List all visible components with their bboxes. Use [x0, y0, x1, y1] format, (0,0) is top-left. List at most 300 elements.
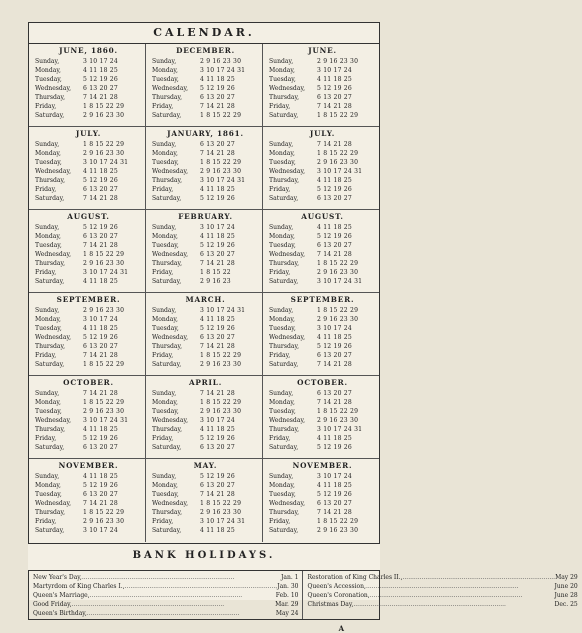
date-numbers: 1 8 15 22 29: [200, 112, 242, 119]
date-numbers: 1 8 15 22 29: [317, 518, 359, 525]
date-numbers: 3 10 17 24: [83, 316, 118, 323]
date-numbers: 6 13 20 27: [317, 94, 352, 101]
weekday-label: Tuesday,: [152, 491, 179, 498]
weekday-row: [35, 259, 142, 268]
weekday-label: Saturday,: [35, 278, 65, 285]
holiday-row: [307, 582, 577, 591]
weekday-label: Wednesday,: [152, 417, 189, 424]
month-name: JUNE, 1860.: [59, 46, 118, 55]
dot-leader: [87, 609, 276, 618]
weekday-row: [152, 75, 259, 84]
weekday-row: [152, 490, 259, 499]
weekday-label: Saturday,: [269, 195, 299, 202]
month-name: SEPTEMBER.: [290, 295, 355, 304]
weekday-label: Thursday,: [35, 426, 66, 433]
weekday-label: Monday,: [269, 150, 295, 157]
date-numbers: 6 13 20 27: [83, 85, 118, 92]
weekday-row: [35, 333, 142, 342]
date-numbers: 2 9 16 23 30: [83, 260, 125, 267]
date-numbers: 2 9 16 23 30: [83, 307, 125, 314]
date-numbers: 2 9 16 23 30: [317, 58, 359, 65]
weekday-row: [35, 57, 142, 66]
weekday-label: Monday,: [35, 233, 61, 240]
date-numbers: 6 13 20 27: [200, 94, 235, 101]
date-numbers: 4 11 18 25: [83, 473, 118, 480]
date-numbers: 5 12 19 26: [83, 76, 118, 83]
date-numbers: 2 9 16 23 30: [317, 159, 359, 166]
weekday-row: [35, 140, 142, 149]
date-numbers: 7 14 21 28: [83, 242, 118, 249]
weekday-row: [152, 306, 259, 315]
weekday-label: Wednesday,: [152, 500, 189, 507]
holiday-date: June 28: [554, 592, 578, 599]
weekday-label: Monday,: [35, 316, 61, 323]
date-numbers: 3 10 17 24 31: [200, 307, 246, 314]
weekday-label: Monday,: [152, 67, 178, 74]
date-numbers: 1 8 15 22 29: [317, 307, 359, 314]
month-block: [29, 459, 146, 542]
weekday-row: [35, 93, 142, 102]
weekday-row: [35, 472, 142, 481]
date-numbers: 1 8 15 22 29: [200, 500, 242, 507]
weekday-label: Thursday,: [152, 343, 183, 350]
calendar-title: CALENDAR.: [29, 23, 379, 44]
weekday-label: Saturday,: [152, 195, 182, 202]
weekday-label: Monday,: [152, 150, 178, 157]
date-numbers: 7 14 21 28: [83, 390, 118, 397]
weekday-label: Sunday,: [35, 58, 60, 65]
signature-mark: A: [338, 624, 344, 633]
weekday-row: [152, 194, 259, 203]
weekday-label: Thursday,: [269, 260, 300, 267]
date-numbers: 7 14 21 28: [83, 352, 118, 359]
weekday-label: Monday,: [35, 150, 61, 157]
weekday-label: Wednesday,: [269, 334, 306, 341]
weekday-row: [152, 140, 259, 149]
weekday-row: [152, 360, 259, 369]
weekday-label: Friday,: [269, 352, 291, 359]
weekday-row: [269, 66, 376, 75]
weekday-label: Thursday,: [35, 343, 66, 350]
month-block: [263, 44, 379, 127]
date-numbers: 5 12 19 26: [317, 85, 352, 92]
weekday-row: [152, 167, 259, 176]
weekday-row: [35, 241, 142, 250]
weekday-label: Sunday,: [269, 307, 294, 314]
weekday-row: [152, 57, 259, 66]
weekday-label: Tuesday,: [152, 408, 179, 415]
weekday-label: Wednesday,: [35, 168, 72, 175]
weekday-row: [269, 351, 376, 360]
dot-leader: [72, 600, 275, 609]
month-name: AUGUST.: [67, 212, 110, 221]
date-numbers: 3 10 17 24: [317, 325, 352, 332]
date-numbers: 5 12 19 26: [200, 85, 235, 92]
weekday-row: [35, 223, 142, 232]
date-numbers: 1 8 15 22 29: [83, 103, 125, 110]
weekday-label: Saturday,: [269, 112, 299, 119]
date-numbers: 2 9 16 23 30: [317, 269, 359, 276]
weekday-row: [269, 111, 376, 120]
weekday-label: Tuesday,: [35, 159, 62, 166]
weekday-label: Saturday,: [269, 361, 299, 368]
date-numbers: 4 11 18 25: [200, 186, 235, 193]
date-numbers: 6 13 20 27: [317, 390, 352, 397]
holiday-row: [33, 582, 298, 591]
weekday-label: Sunday,: [152, 224, 177, 231]
weekday-label: Wednesday,: [269, 85, 306, 92]
weekday-label: Friday,: [35, 186, 57, 193]
dot-leader: [90, 591, 276, 600]
date-numbers: 4 11 18 25: [317, 334, 352, 341]
weekday-row: [269, 185, 376, 194]
weekday-row: [269, 57, 376, 66]
weekday-label: Wednesday,: [35, 417, 72, 424]
weekday-label: Sunday,: [35, 307, 60, 314]
month-block: [263, 293, 379, 376]
weekday-label: Wednesday,: [35, 500, 72, 507]
weekday-label: Monday,: [152, 482, 178, 489]
date-numbers: 6 13 20 27: [200, 444, 235, 451]
weekday-label: Friday,: [152, 352, 174, 359]
date-numbers: 3 10 17 24: [317, 473, 352, 480]
weekday-label: Wednesday,: [269, 500, 306, 507]
weekday-row: [269, 140, 376, 149]
bank-holidays-title: BANK HOLIDAYS.: [132, 550, 276, 561]
date-numbers: 3 10 17 24: [83, 527, 118, 534]
month-name: NOVEMBER.: [58, 461, 119, 470]
weekday-row: [152, 149, 259, 158]
month-name: MAY.: [193, 461, 218, 470]
weekday-label: Thursday,: [269, 509, 300, 516]
weekday-row: [35, 434, 142, 443]
date-numbers: 4 11 18 25: [200, 527, 235, 534]
holiday-row: [33, 573, 298, 582]
date-numbers: 1 8 15 22 29: [317, 260, 359, 267]
weekday-row: [152, 158, 259, 167]
weekday-row: [152, 111, 259, 120]
weekday-row: [269, 434, 376, 443]
date-numbers: 6 13 20 27: [200, 334, 235, 341]
date-numbers: 7 14 21 28: [200, 103, 235, 110]
weekday-row: [269, 75, 376, 84]
weekday-row: [35, 416, 142, 425]
date-numbers: 5 12 19 26: [200, 473, 235, 480]
weekday-row: [35, 268, 142, 277]
date-numbers: 1 8 15 22 29: [83, 399, 125, 406]
weekday-label: Wednesday,: [152, 85, 189, 92]
weekday-label: Monday,: [269, 233, 295, 240]
weekday-label: Tuesday,: [269, 159, 296, 166]
weekday-label: Tuesday,: [269, 491, 296, 498]
weekday-label: Friday,: [35, 518, 57, 525]
date-numbers: 5 12 19 26: [83, 482, 118, 489]
month-block: [263, 459, 379, 542]
weekday-label: Sunday,: [269, 141, 294, 148]
weekday-label: Thursday,: [35, 509, 66, 516]
weekday-row: [152, 481, 259, 490]
holiday-date: May 29: [555, 574, 578, 581]
date-numbers: 6 13 20 27: [83, 186, 118, 193]
date-numbers: 3 10 17 24 31: [83, 269, 129, 276]
month-block: [263, 127, 379, 210]
holiday-date: June 20: [554, 583, 578, 590]
weekday-row: [35, 75, 142, 84]
month-block: [29, 293, 146, 376]
date-numbers: 4 11 18 25: [317, 224, 352, 231]
date-numbers: 4 11 18 25: [200, 426, 235, 433]
weekday-label: Thursday,: [35, 94, 66, 101]
weekday-label: Monday,: [269, 482, 295, 489]
month-block: [146, 293, 263, 376]
weekday-row: [152, 416, 259, 425]
weekday-row: [152, 342, 259, 351]
weekday-row: [152, 223, 259, 232]
weekday-row: [35, 389, 142, 398]
date-numbers: 7 14 21 28: [317, 361, 352, 368]
holiday-row: [307, 600, 577, 609]
dot-leader: [125, 582, 278, 591]
weekday-label: Sunday,: [152, 141, 177, 148]
weekday-row: [152, 176, 259, 185]
weekday-label: Thursday,: [269, 94, 300, 101]
weekday-label: Friday,: [35, 435, 57, 442]
weekday-label: Wednesday,: [152, 168, 189, 175]
weekday-label: Tuesday,: [152, 159, 179, 166]
month-name: OCTOBER.: [63, 378, 114, 387]
holiday-name: Good Friday,: [33, 601, 72, 608]
holiday-date: Mar. 29: [275, 601, 299, 608]
dot-leader: [366, 582, 555, 591]
weekday-row: [152, 517, 259, 526]
month-name: JULY.: [75, 129, 102, 138]
weekday-label: Saturday,: [35, 444, 65, 451]
date-numbers: 6 13 20 27: [83, 444, 118, 451]
weekday-row: [152, 250, 259, 259]
month-block: [29, 44, 146, 127]
weekday-row: [35, 425, 142, 434]
weekday-label: Sunday,: [35, 390, 60, 397]
holiday-date: Feb. 10: [275, 592, 299, 599]
weekday-row: [152, 84, 259, 93]
date-numbers: 4 11 18 25: [83, 426, 118, 433]
date-numbers: 2 9 16 23 30: [83, 518, 125, 525]
date-numbers: 6 13 20 27: [200, 251, 235, 258]
date-numbers: 2 9 16 23 30: [200, 509, 242, 516]
weekday-row: [269, 277, 376, 286]
date-numbers: 3 10 17 24 31: [200, 518, 246, 525]
weekday-row: [35, 102, 142, 111]
weekday-row: [35, 176, 142, 185]
holiday-row: [33, 600, 298, 609]
weekday-label: Sunday,: [269, 473, 294, 480]
date-numbers: 1 8 15 22 29: [200, 352, 242, 359]
weekday-row: [269, 232, 376, 241]
weekday-row: [152, 443, 259, 452]
weekday-label: Thursday,: [269, 177, 300, 184]
weekday-row: [35, 481, 142, 490]
weekday-row: [35, 111, 142, 120]
weekday-label: Monday,: [152, 233, 178, 240]
month-name: FEBRUARY.: [178, 212, 233, 221]
holiday-name: Queen's Birthday,: [33, 610, 87, 617]
month-block: [146, 44, 263, 127]
date-numbers: 7 14 21 28: [317, 509, 352, 516]
weekday-label: Tuesday,: [35, 76, 62, 83]
weekday-row: [152, 324, 259, 333]
date-numbers: 2 9 16 23 30: [83, 112, 125, 119]
date-numbers: 1 8 15 22 29: [83, 251, 125, 258]
weekday-label: Tuesday,: [269, 325, 296, 332]
date-numbers: 7 14 21 28: [317, 399, 352, 406]
month-name: MARCH.: [185, 295, 226, 304]
date-numbers: 6 13 20 27: [200, 482, 235, 489]
weekday-row: [35, 232, 142, 241]
holiday-row: [307, 591, 577, 600]
date-numbers: 6 13 20 27: [200, 141, 235, 148]
date-numbers: 3 10 17 24 31: [317, 168, 363, 175]
weekday-label: Thursday,: [152, 177, 183, 184]
weekday-row: [35, 250, 142, 259]
weekday-label: Sunday,: [152, 390, 177, 397]
weekday-row: [269, 499, 376, 508]
weekday-label: Saturday,: [152, 361, 182, 368]
weekday-label: Sunday,: [35, 224, 60, 231]
month-block: [146, 459, 263, 542]
weekday-label: Thursday,: [152, 94, 183, 101]
date-numbers: 2 9 16 23 30: [83, 150, 125, 157]
weekday-label: Tuesday,: [269, 242, 296, 249]
weekday-label: Sunday,: [35, 473, 60, 480]
weekday-label: Friday,: [35, 269, 57, 276]
weekday-label: Saturday,: [35, 195, 65, 202]
date-numbers: 3 10 17 24 31: [200, 177, 246, 184]
weekday-row: [269, 315, 376, 324]
date-numbers: 4 11 18 25: [83, 67, 118, 74]
weekday-row: [269, 490, 376, 499]
month-name: NOVEMBER.: [292, 461, 353, 470]
weekday-row: [152, 351, 259, 360]
weekday-row: [269, 333, 376, 342]
weekday-label: Tuesday,: [269, 76, 296, 83]
weekday-row: [269, 508, 376, 517]
weekday-label: Monday,: [269, 399, 295, 406]
weekday-row: [35, 342, 142, 351]
date-numbers: 2 9 16 23 30: [317, 316, 359, 323]
weekday-row: [152, 102, 259, 111]
weekday-row: [269, 149, 376, 158]
month-name: JULY.: [309, 129, 336, 138]
date-numbers: 3 10 17 24 31: [317, 426, 363, 433]
month-block: [263, 210, 379, 293]
date-numbers: 4 11 18 25: [200, 233, 235, 240]
weekday-row: [152, 315, 259, 324]
weekday-row: [35, 517, 142, 526]
weekday-row: [269, 443, 376, 452]
weekday-label: Thursday,: [152, 260, 183, 267]
weekday-row: [152, 93, 259, 102]
weekday-row: [35, 351, 142, 360]
weekday-row: [35, 407, 142, 416]
date-numbers: 4 11 18 25: [83, 168, 118, 175]
weekday-row: [269, 268, 376, 277]
weekday-label: Saturday,: [152, 444, 182, 451]
weekday-label: Saturday,: [35, 527, 65, 534]
weekday-row: [152, 499, 259, 508]
weekday-row: [269, 416, 376, 425]
date-numbers: 6 13 20 27: [83, 343, 118, 350]
date-numbers: 6 13 20 27: [317, 352, 352, 359]
weekday-label: Monday,: [269, 316, 295, 323]
holiday-row: [33, 609, 298, 618]
month-block: [29, 127, 146, 210]
weekday-row: [269, 360, 376, 369]
holiday-date: Jan. 1: [281, 574, 299, 581]
weekday-label: Monday,: [35, 482, 61, 489]
weekday-row: [269, 407, 376, 416]
weekday-label: Saturday,: [269, 278, 299, 285]
date-numbers: 5 12 19 26: [317, 491, 352, 498]
month-name: DECEMBER.: [176, 46, 235, 55]
holiday-name: New Year's Day,: [33, 574, 82, 581]
date-numbers: 1 8 15 22 29: [83, 141, 125, 148]
weekday-label: Tuesday,: [269, 408, 296, 415]
weekday-label: Thursday,: [269, 426, 300, 433]
month-block: [29, 210, 146, 293]
weekday-label: Tuesday,: [35, 491, 62, 498]
date-numbers: 4 11 18 25: [317, 435, 352, 442]
holiday-row: [307, 573, 577, 582]
date-numbers: 2 9 16 23 30: [200, 408, 242, 415]
weekday-row: [269, 102, 376, 111]
weekday-label: Friday,: [35, 352, 57, 359]
dot-leader: [82, 573, 281, 582]
month-name: AUGUST.: [301, 212, 344, 221]
month-block: [146, 376, 263, 459]
weekday-label: Monday,: [152, 316, 178, 323]
date-numbers: 7 14 21 28: [200, 343, 235, 350]
weekday-row: [35, 360, 142, 369]
weekday-label: Sunday,: [269, 58, 294, 65]
weekday-label: Friday,: [152, 435, 174, 442]
weekday-label: Friday,: [269, 186, 291, 193]
weekday-row: [269, 250, 376, 259]
date-numbers: 3 10 17 24: [200, 224, 235, 231]
month-block: [146, 210, 263, 293]
weekday-label: Wednesday,: [35, 334, 72, 341]
weekday-row: [152, 268, 259, 277]
date-numbers: 2 9 16 23: [200, 278, 231, 285]
date-numbers: 2 9 16 23 30: [200, 168, 242, 175]
date-numbers: 5 12 19 26: [83, 435, 118, 442]
weekday-label: Friday,: [269, 103, 291, 110]
weekday-label: Friday,: [35, 103, 57, 110]
weekday-row: [35, 84, 142, 93]
weekday-label: Wednesday,: [152, 251, 189, 258]
weekday-row: [152, 66, 259, 75]
date-numbers: 3 10 17 24 31: [83, 159, 129, 166]
date-numbers: 4 11 18 25: [83, 278, 118, 285]
date-numbers: 1 8 15 22 29: [200, 159, 242, 166]
date-numbers: 6 13 20 27: [83, 233, 118, 240]
holiday-name: Christmas Day,: [307, 601, 354, 608]
weekday-label: Saturday,: [269, 444, 299, 451]
weekday-label: Tuesday,: [152, 325, 179, 332]
weekday-label: Wednesday,: [35, 251, 72, 258]
weekday-label: Friday,: [152, 518, 174, 525]
weekday-row: [269, 306, 376, 315]
weekday-label: Thursday,: [152, 426, 183, 433]
